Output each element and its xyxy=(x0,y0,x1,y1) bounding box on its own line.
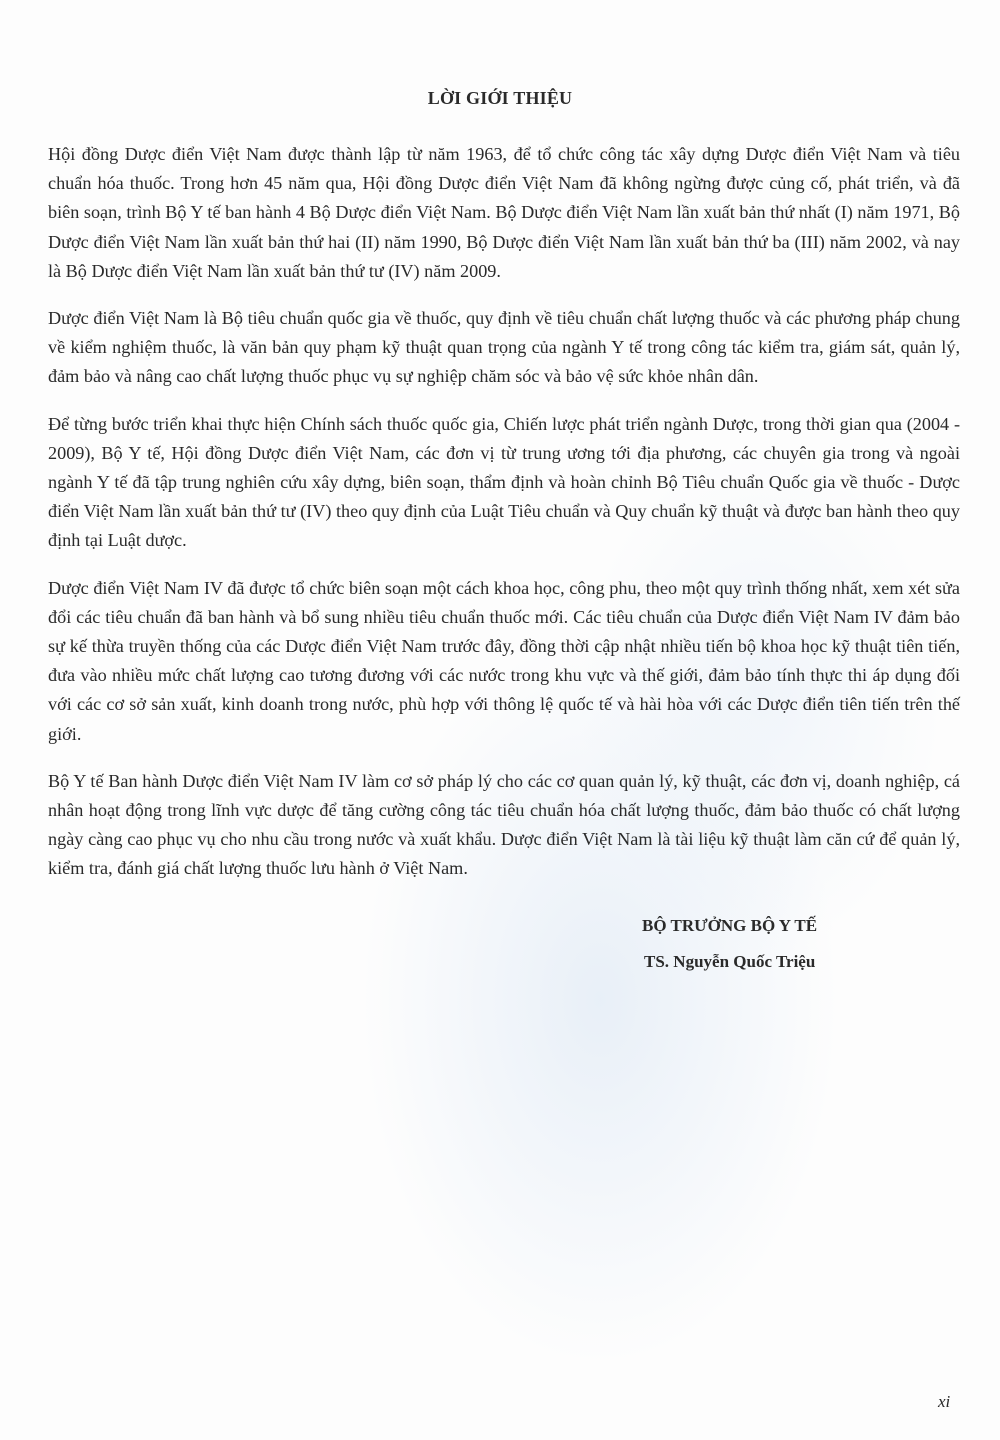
paragraph-2: Dược điển Việt Nam là Bộ tiêu chuẩn quốc gia về thuốc, quy định về tiêu chuẩn chất lượng thuốc và các phương pháp chung về kiểm nghiệm thuốc, là văn bản quy phạm kỹ thuật quan trọng của ngành Y tế trong công tác kiểm tra, giám sát, quản lý, đảm bảo và nâng cao chất lượng thuốc phục vụ sự nghiệp chăm sóc và bảo vệ sức khỏe nhân dân. xyxy=(48,308,960,387)
signature-name: TS. Nguyễn Quốc Triệu xyxy=(644,952,816,971)
page-number: xi xyxy=(938,1392,951,1411)
signature-role: BỘ TRƯỞNG BỘ Y TẾ xyxy=(642,916,818,935)
signature-block xyxy=(640,908,940,980)
body-text xyxy=(48,140,960,902)
paragraph-3: Để từng bước triển khai thực hiện Chính sách thuốc quốc gia, Chiến lược phát triển ngành Dược, trong thời gian qua (2004 - 2009), Bộ Y tế, Hội đồng Dược điển Việt Nam, các đơn vị từ trung ương tới địa phương, các chuyên gia trong và ngoài ngành Y tế đã tập trung nghiên cứu xây dựng, biên soạn, thẩm định và hoàn chỉnh Bộ Tiêu chuẩn Quốc gia về thuốc - Dược điển Việt Nam lần xuất bản thứ tư (IV) theo quy định của Luật Tiêu chuẩn và Quy chuẩn kỹ thuật và được ban hành theo quy định tại Luật dược. xyxy=(48,413,960,551)
paragraph-1: Hội đồng Dược điển Việt Nam được thành lập từ năm 1963, để tổ chức công tác xây dựng Dược điển Việt Nam và tiêu chuẩn hóa thuốc. Trong hơn 45 năm qua, Hội đồng Dược điển Việt Nam đã không ngừng được củng cố, phát triển, và đã biên soạn, trình Bộ Y tế ban hành 4 Bộ Dược điển Việt Nam. Bộ Dược điển Việt Nam lần xuất bản thứ nhất (I) năm 1971, Bộ Dược điển Việt Nam lần xuất bản thứ hai (II) năm 1990, Bộ Dược điển Việt Nam lần xuất bản thứ ba (III) năm 2002, và nay là Bộ Dược điển Việt Nam lần xuất bản thứ tư (IV) năm 2009. xyxy=(48,144,960,281)
paragraph-4: Dược điển Việt Nam IV đã được tổ chức biên soạn một cách khoa học, công phu, theo một quy trình thống nhất, xem xét sửa đổi các tiêu chuẩn đã ban hành và bổ sung nhiều tiêu chuẩn thuốc mới. Các tiêu chuẩn của Dược điển Việt Nam IV đảm bảo sự kế thừa truyền thống của các Dược điển Việt Nam trước đây, đồng thời cập nhật nhiều tiến bộ khoa học kỹ thuật tiên tiến, đưa vào nhiều mức chất lượng cao tương đương với các nước trong khu vực và thế giới, đảm bảo tính thực thi áp dụng đối với các cơ sở sản xuất, kinh doanh trong nước, phù hợp với thông lệ quốc tế và hài hòa với các Dược điển tiên tiến trên thế giới. xyxy=(48,577,960,744)
paragraph-5: Bộ Y tế Ban hành Dược điển Việt Nam IV làm cơ sở pháp lý cho các cơ quan quản lý, kỹ thuật, các đơn vị, doanh nghiệp, cá nhân hoạt động trong lĩnh vực dược để tăng cường công tác tiêu chuẩn hóa chất lượng thuốc, đảm bảo thuốc có chất lượng ngày càng cao phục vụ cho nhu cầu trong nước và xuất khẩu. Dược điển Việt Nam là tài liệu kỹ thuật làm căn cứ để quản lý, kiểm tra, đánh giá chất lượng thuốc lưu hành ở Việt Nam. xyxy=(48,770,960,879)
page-title: LỜI GIỚI THIỆU xyxy=(427,88,573,108)
